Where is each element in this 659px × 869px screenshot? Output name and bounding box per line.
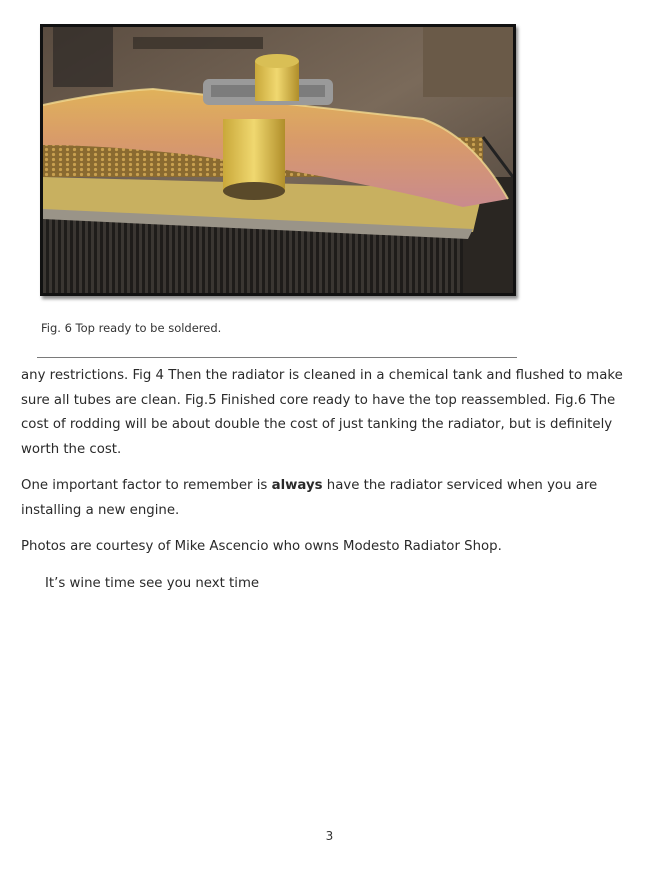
paragraph-photo-credit — [21, 535, 641, 560]
paragraph-process — [21, 364, 641, 462]
paragraph-important-text-before: One important factor to remember is — [21, 478, 272, 493]
paragraph-important-text-after: have the radiator serviced when you are installing a new engine. — [21, 478, 598, 518]
section-divider — [37, 357, 517, 358]
figure-caption: Fig. 6 Top ready to be soldered. — [41, 321, 222, 335]
emphasis-always: always — [271, 478, 323, 493]
paragraph-closing — [21, 572, 641, 597]
paragraph-important-factor — [21, 474, 641, 523]
photo-credit-text: Photos are courtesy of Mike Ascencio who owns Modesto Radiator Shop. — [21, 539, 502, 554]
article-body — [21, 364, 641, 608]
page-number: 3 — [325, 829, 334, 843]
closing-text: It’s wine time see you next time — [45, 575, 260, 591]
radiator-top-photo — [40, 24, 516, 296]
paragraph-process-text: any restrictions. Fig 4 Then the radiator is cleaned in a chemical tank and flushed to make sure all tubes are clean. Fig.5 Finished core ready to have the top reassembled. Fig.6 The cost of rodding will be about double the cost of just tanking the radiator, but is definitely worth the cost. — [21, 368, 623, 457]
